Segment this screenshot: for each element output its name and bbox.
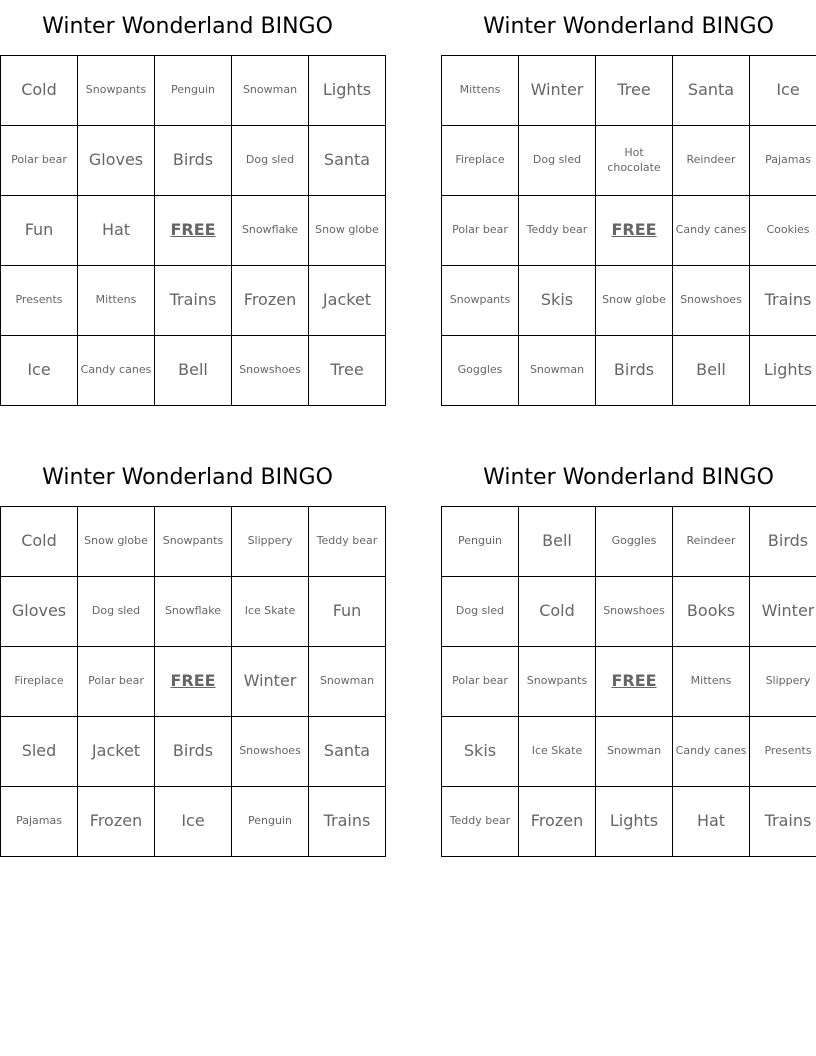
bingo-cell[interactable]: Fireplace xyxy=(1,647,78,717)
bingo-cell[interactable]: Penguin xyxy=(232,787,309,857)
bingo-cell[interactable]: Dog sled xyxy=(442,577,519,647)
bingo-cell[interactable]: Snowshoes xyxy=(596,577,673,647)
bingo-cell[interactable]: Frozen xyxy=(519,787,596,857)
bingo-cell[interactable]: Snowpants xyxy=(442,266,519,336)
bingo-cell[interactable]: Cold xyxy=(1,507,78,577)
grid-row xyxy=(442,717,816,787)
bingo-cell[interactable]: Snowpants xyxy=(155,507,232,577)
bingo-cell[interactable]: Cookies xyxy=(750,196,816,266)
bingo-cell[interactable]: Polar bear xyxy=(1,126,78,196)
bingo-cell[interactable]: Polar bear xyxy=(442,647,519,717)
free-space-cell[interactable]: FREE xyxy=(155,647,232,717)
bingo-cell[interactable]: Mittens xyxy=(78,266,155,336)
bingo-cell[interactable]: Snowflake xyxy=(232,196,309,266)
bingo-cell[interactable]: Lights xyxy=(596,787,673,857)
bingo-cell[interactable]: Fun xyxy=(309,577,386,647)
bingo-cell[interactable]: Trains xyxy=(750,787,816,857)
grid-row xyxy=(1,577,386,647)
bingo-cell[interactable]: Frozen xyxy=(232,266,309,336)
bingo-cell[interactable]: Winter xyxy=(232,647,309,717)
bingo-cell[interactable]: Snow globe xyxy=(596,266,673,336)
bingo-card-2 xyxy=(441,0,816,406)
bingo-cell[interactable]: Winter xyxy=(519,56,596,126)
bingo-cell[interactable]: Birds xyxy=(155,717,232,787)
bingo-cell[interactable]: Pajamas xyxy=(1,787,78,857)
bingo-cell[interactable]: Ice Skate xyxy=(232,577,309,647)
free-space-cell[interactable]: FREE xyxy=(596,647,673,717)
bingo-cell[interactable]: Gloves xyxy=(1,577,78,647)
bingo-cell[interactable]: Birds xyxy=(155,126,232,196)
bingo-cell[interactable]: Ice xyxy=(1,336,78,406)
bingo-cell[interactable]: Snowshoes xyxy=(232,717,309,787)
bingo-cell[interactable]: Mittens xyxy=(442,56,519,126)
bingo-cell[interactable]: Bell xyxy=(155,336,232,406)
card-title: Winter Wonderland BINGO xyxy=(483,465,774,490)
bingo-grid xyxy=(0,55,386,406)
grid-row xyxy=(1,507,386,577)
bingo-cell[interactable]: Hat xyxy=(673,787,750,857)
bingo-cell[interactable]: Jacket xyxy=(78,717,155,787)
bingo-cell[interactable]: Bell xyxy=(519,507,596,577)
bingo-cell[interactable]: Penguin xyxy=(155,56,232,126)
grid-row xyxy=(1,787,386,857)
bingo-cell[interactable]: Lights xyxy=(309,56,386,126)
grid-row xyxy=(442,507,816,577)
bingo-cell[interactable]: Snowman xyxy=(309,647,386,717)
bingo-card-1 xyxy=(0,0,379,406)
bingo-cell[interactable]: Presents xyxy=(750,717,816,787)
bingo-cell[interactable]: Hot chocolate xyxy=(596,126,673,196)
bingo-cell[interactable]: Jacket xyxy=(309,266,386,336)
bingo-cell[interactable]: Santa xyxy=(309,717,386,787)
bingo-cell[interactable]: Cold xyxy=(519,577,596,647)
bingo-cell[interactable]: Gloves xyxy=(78,126,155,196)
bingo-cell[interactable]: Birds xyxy=(596,336,673,406)
bingo-cell[interactable]: Snowman xyxy=(232,56,309,126)
grid-row xyxy=(1,266,386,336)
bingo-cell[interactable]: Snowshoes xyxy=(673,266,750,336)
bingo-cell[interactable]: Ice xyxy=(155,787,232,857)
bingo-grid xyxy=(0,506,386,857)
bingo-cell[interactable]: Goggles xyxy=(442,336,519,406)
bingo-cell[interactable]: Presents xyxy=(1,266,78,336)
bingo-cell[interactable]: Polar bear xyxy=(78,647,155,717)
bingo-cell[interactable]: Slippery xyxy=(750,647,816,717)
grid-row xyxy=(1,126,386,196)
bingo-cell[interactable]: Reindeer xyxy=(673,507,750,577)
bingo-cell[interactable]: Trains xyxy=(155,266,232,336)
bingo-cell[interactable]: Birds xyxy=(750,507,816,577)
free-space-cell[interactable]: FREE xyxy=(596,196,673,266)
bingo-cell[interactable]: Snowpants xyxy=(519,647,596,717)
grid-row xyxy=(442,266,816,336)
bingo-cell[interactable]: Snowflake xyxy=(155,577,232,647)
grid-row xyxy=(1,336,386,406)
grid-row xyxy=(1,56,386,126)
bingo-cell[interactable]: Dog sled xyxy=(519,126,596,196)
bingo-cell[interactable]: Teddy bear xyxy=(442,787,519,857)
bingo-card-3 xyxy=(0,451,378,857)
bingo-cell[interactable]: Polar bear xyxy=(442,196,519,266)
bingo-cell[interactable]: Winter xyxy=(750,577,816,647)
bingo-cell[interactable]: Santa xyxy=(673,56,750,126)
bingo-card-4 xyxy=(441,451,816,857)
bingo-cell[interactable]: Ice xyxy=(750,56,816,126)
grid-row xyxy=(442,56,816,126)
bingo-cell[interactable]: Snowpants xyxy=(78,56,155,126)
card-title: Winter Wonderland BINGO xyxy=(42,465,333,490)
bingo-cell[interactable]: Sled xyxy=(1,717,78,787)
free-space-cell[interactable]: FREE xyxy=(155,196,232,266)
grid-row xyxy=(442,577,816,647)
grid-row xyxy=(1,647,386,717)
bingo-cell[interactable]: Slippery xyxy=(232,507,309,577)
bingo-cell[interactable]: Mittens xyxy=(673,647,750,717)
card-title: Winter Wonderland BINGO xyxy=(42,14,333,39)
card-title: Winter Wonderland BINGO xyxy=(483,14,774,39)
bingo-cell[interactable]: Skis xyxy=(519,266,596,336)
bingo-cell[interactable]: Hat xyxy=(78,196,155,266)
bingo-cell[interactable]: Pajamas xyxy=(750,126,816,196)
grid-row xyxy=(442,196,816,266)
bingo-cell[interactable]: Snow globe xyxy=(309,196,386,266)
bingo-cell[interactable]: Goggles xyxy=(596,507,673,577)
bingo-cell[interactable]: Frozen xyxy=(78,787,155,857)
bingo-cell[interactable]: Dog sled xyxy=(78,577,155,647)
bingo-cell[interactable]: Candy canes xyxy=(78,336,155,406)
bingo-cell[interactable]: Fireplace xyxy=(442,126,519,196)
bingo-grid xyxy=(441,55,816,406)
bingo-cell[interactable]: Tree xyxy=(596,56,673,126)
bingo-cell[interactable]: Snowman xyxy=(596,717,673,787)
bingo-cell[interactable]: Penguin xyxy=(442,507,519,577)
bingo-cell[interactable]: Teddy bear xyxy=(519,196,596,266)
grid-row xyxy=(1,717,386,787)
bingo-cell[interactable]: Trains xyxy=(750,266,816,336)
grid-row xyxy=(442,126,816,196)
bingo-cell[interactable]: Books xyxy=(673,577,750,647)
bingo-cell[interactable]: Lights xyxy=(750,336,816,406)
bingo-cell[interactable]: Candy canes xyxy=(673,196,750,266)
bingo-cell[interactable]: Snow globe xyxy=(78,507,155,577)
bingo-cell[interactable]: Ice Skate xyxy=(519,717,596,787)
bingo-cell[interactable]: Snowshoes xyxy=(232,336,309,406)
bingo-cell[interactable]: Dog sled xyxy=(232,126,309,196)
bingo-cell[interactable]: Reindeer xyxy=(673,126,750,196)
bingo-cell[interactable]: Santa xyxy=(309,126,386,196)
grid-row xyxy=(442,336,816,406)
bingo-cell[interactable]: Tree xyxy=(309,336,386,406)
bingo-cell[interactable]: Skis xyxy=(442,717,519,787)
bingo-cell[interactable]: Fun xyxy=(1,196,78,266)
bingo-grid xyxy=(441,506,816,857)
bingo-cell[interactable]: Teddy bear xyxy=(309,507,386,577)
bingo-cell[interactable]: Candy canes xyxy=(673,717,750,787)
bingo-cell[interactable]: Trains xyxy=(309,787,386,857)
grid-row xyxy=(442,647,816,717)
grid-row xyxy=(1,196,386,266)
bingo-cell[interactable]: Snowman xyxy=(519,336,596,406)
bingo-cell[interactable]: Cold xyxy=(1,56,78,126)
grid-row xyxy=(442,787,816,857)
bingo-cell[interactable]: Bell xyxy=(673,336,750,406)
